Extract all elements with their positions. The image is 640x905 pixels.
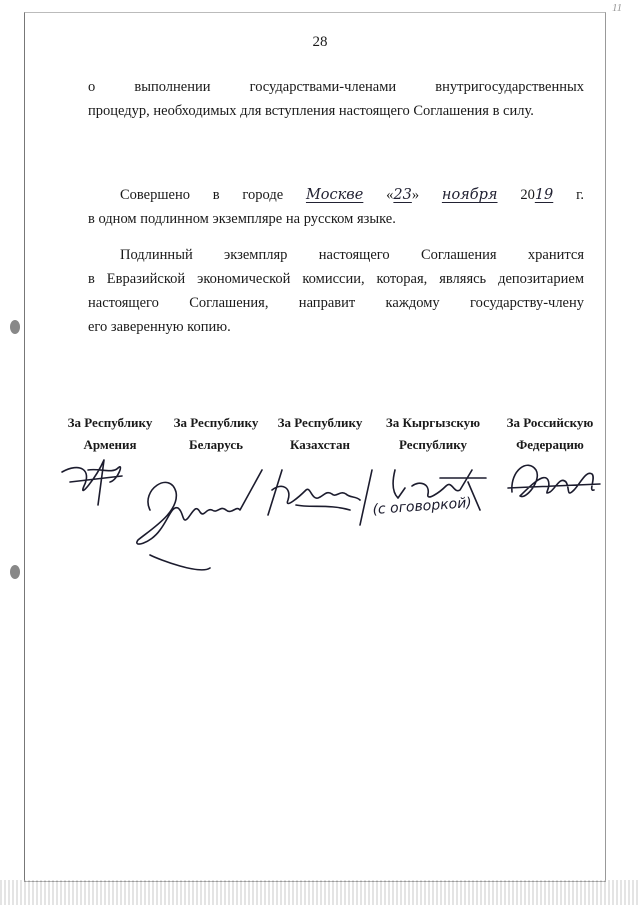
quote-close: » [411,187,420,203]
year-handwritten: 19 [534,187,554,203]
original-line: его заверенную копию. [88,319,231,335]
paragraph-line: процедур, необходимых для вступления настоящего Соглашения в силу. [88,103,534,119]
page-number: 28 [312,34,328,50]
quote-open: « [386,187,394,203]
signatory-belarus [166,412,266,456]
done-prefix: Совершено в городе [120,187,284,203]
original-line: в Евразийской экономической комиссии, которая, являясь депозитарием [88,271,584,287]
paragraph-original [88,243,584,339]
binder-hole [10,565,20,579]
signatory-line: Республику [398,437,468,452]
paragraph-procedures [88,75,584,123]
day-handwritten: 23 [393,187,412,203]
signatory-kyrgyzstan [378,412,488,456]
month-handwritten: ноября [441,187,498,203]
signatory-line: Федерацию [516,437,584,452]
scan-bottom-edge [0,880,640,905]
signatory-line: Беларусь [189,437,243,452]
year-unit: г. [576,187,584,203]
year-prefix: 20 [520,187,535,203]
signatory-line: Армения [83,437,137,452]
signatory-russia [498,412,602,456]
paragraph-done [88,183,584,231]
paragraph-line: о выполнении государствами-членами внутригосударственных [88,79,584,95]
year-group [520,187,584,203]
reservation-note: (с оговоркой) [372,495,473,518]
signatory-line: За Республику [277,415,363,430]
original-line: Подлинный экземпляр настоящего Соглашения хранится [120,247,584,263]
corner-mark: 11 [612,2,623,14]
day-group [386,187,497,203]
city-handwritten: Москве [305,187,364,203]
signatory-line: Казахстан [290,437,350,452]
signatory-kazakhstan [270,412,370,456]
signatory-armenia [60,412,160,456]
done-line-2: в одном подлинном экземпляре на русском языке. [88,211,396,227]
signatory-line: За Республику [173,415,259,430]
signatory-line: За Республику [67,415,153,430]
signatory-line: За Кыргызскую [385,415,481,430]
signatory-line: За Российскую [506,415,594,430]
original-line: настоящего Соглашения, направит каждому государству-члену [88,295,584,311]
done-line [88,183,584,207]
binder-hole [10,320,20,334]
